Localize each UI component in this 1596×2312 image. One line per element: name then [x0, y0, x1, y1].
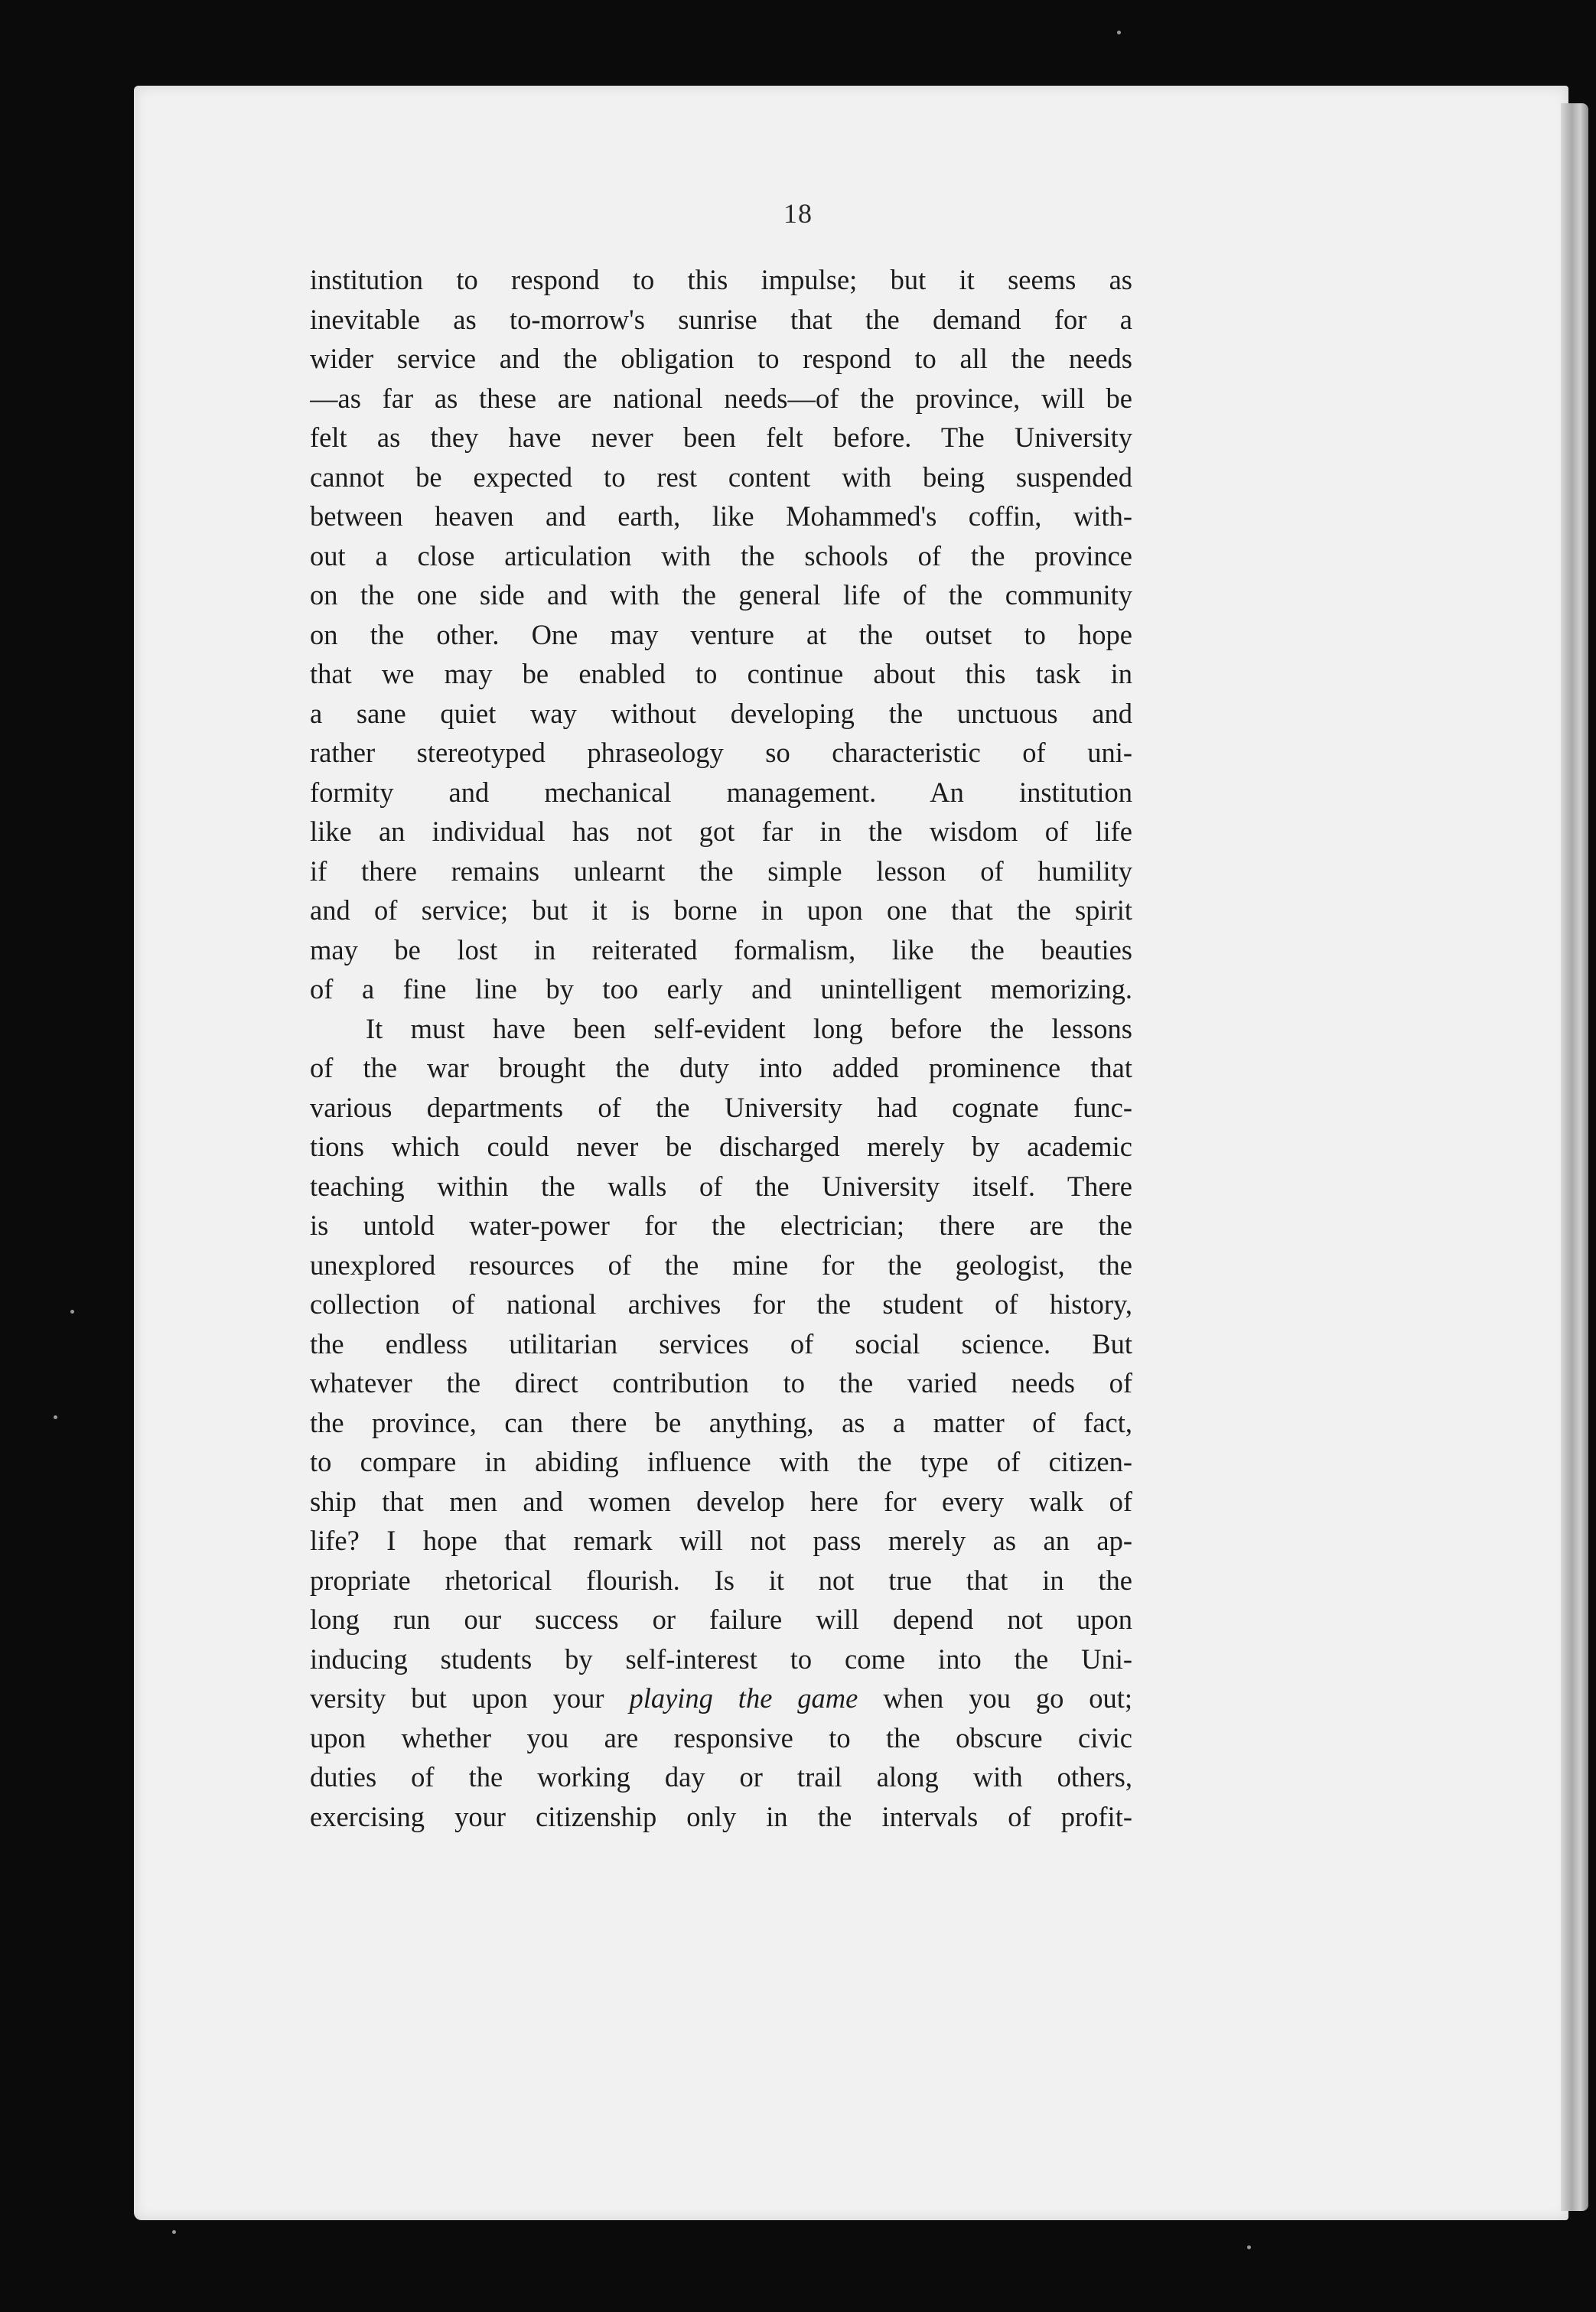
text-line: teaching within the walls of the University itself. There — [310, 1170, 1132, 1202]
text-line: propriate rhetorical flourish. Is it not true that in the — [310, 1564, 1132, 1596]
text-line: collection of national archives for the student of history, — [310, 1288, 1132, 1320]
text-line: inducing students by self-interest to come into the Uni- — [310, 1643, 1132, 1675]
text-line: tions which could never be discharged merely by academic — [310, 1131, 1132, 1162]
text-line: and of service; but it is borne in upon one that the spirit — [310, 894, 1132, 926]
text-line: the endless utilitarian services of social science. But — [310, 1327, 1132, 1360]
text-line: institution to respond to this impulse; but it seems as — [310, 264, 1132, 295]
text-line: duties of the working day or trail along with others, — [310, 1761, 1132, 1793]
scan-speck — [70, 1310, 74, 1314]
text-line: various departments of the University had cognate func- — [310, 1091, 1132, 1123]
text-line: wider service and the obligation to respond to all the needs — [310, 343, 1132, 374]
text-line: is untold water-power for the electrician; there are the — [310, 1210, 1132, 1241]
text-line: between heaven and earth, like Mohammed's coffin, with- — [310, 500, 1132, 532]
text-line: It must have been self-evident long before the lessons — [366, 1012, 1132, 1044]
text-line: of the war brought the duty into added prominence that — [310, 1052, 1132, 1083]
text-line: life? I hope that remark will not pass merely as an ap- — [310, 1525, 1132, 1556]
text-line: formity and mechanical management. An institution — [310, 776, 1132, 808]
text-line: cannot be expected to rest content with being suspended — [310, 461, 1132, 493]
scan-speck — [172, 2230, 176, 2234]
text-line: inevitable as to-morrow's sunrise that the demand for a — [310, 303, 1132, 335]
text-line-mixed — [310, 1679, 1132, 1718]
text-line: ship that men and women develop here for every walk of — [310, 1485, 1132, 1517]
text-segment: versity but upon your — [310, 1682, 630, 1714]
text-line: a sane quiet way without developing the unctuous and — [310, 697, 1132, 729]
italic-phrase: playing the game — [629, 1682, 858, 1714]
scan-speck — [1117, 31, 1121, 34]
text-line: upon whether you are responsive to the obscure civic — [310, 1721, 1132, 1754]
text-line: that we may be enabled to continue about this task in — [310, 658, 1132, 689]
page-edge — [1561, 103, 1588, 2211]
text-line: felt as they have never been felt before. The University — [310, 422, 1132, 453]
text-line: may be lost in reiterated formalism, like the beauties — [310, 933, 1132, 966]
text-line: whatever the direct contribution to the varied needs of — [310, 1367, 1132, 1399]
text-line: on the one side and with the general life of the community — [310, 579, 1132, 611]
text-line: exercising your citizenship only in the intervals of profit- — [310, 1800, 1132, 1832]
scan-speck — [54, 1415, 57, 1419]
text-line: long run our success or failure will depend not upon — [310, 1604, 1132, 1635]
scan-speck — [1247, 2245, 1251, 2249]
text-line: like an individual has not got far in the wisdom of life — [310, 816, 1132, 847]
text-line: out a close articulation with the schools of the province — [310, 539, 1132, 571]
text-line: to compare in abiding influence with the type of citizen- — [310, 1446, 1132, 1477]
text-line: rather stereotyped phraseology so characteristic of uni- — [310, 737, 1132, 768]
text-line: if there remains unlearnt the simple lesson of humility — [310, 855, 1132, 887]
text-segment: when you go out; — [883, 1682, 1132, 1714]
text-line: —as far as these are national needs—of the province, will be — [310, 382, 1132, 414]
page-number: 18 — [783, 198, 813, 229]
text-line: unexplored resources of the mine for the geologist, the — [310, 1249, 1132, 1281]
text-line: of a fine line by too early and unintelligent memorizing. — [310, 973, 1132, 1005]
text-line: the province, can there be anything, as a matter of fact, — [310, 1406, 1132, 1438]
body-text — [310, 260, 1132, 1836]
text-line: on the other. One may venture at the outset to hope — [310, 618, 1132, 650]
